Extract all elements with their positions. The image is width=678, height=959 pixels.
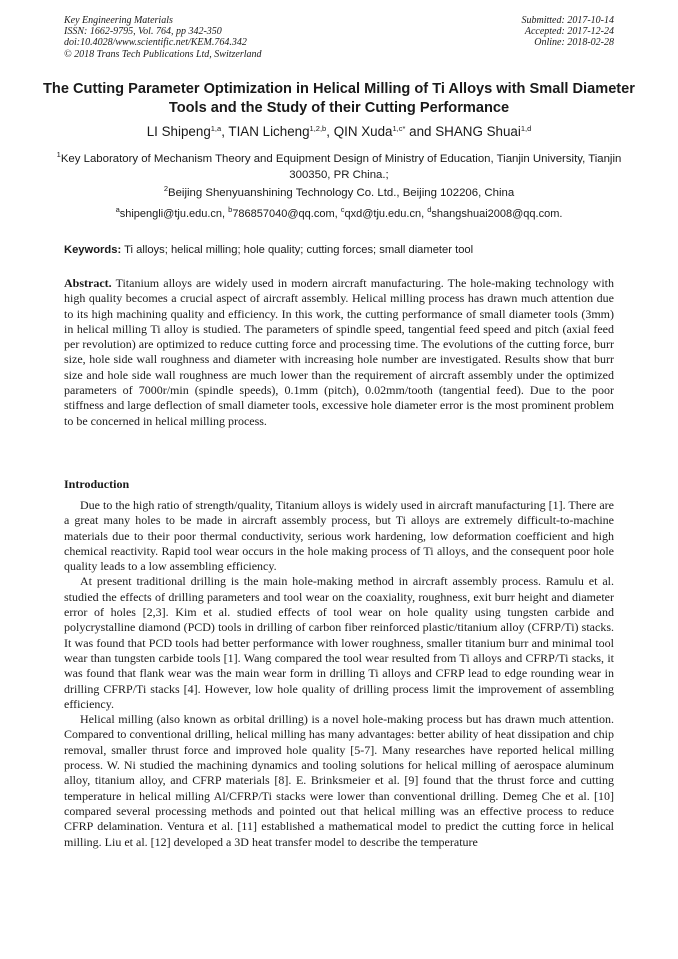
- abstract-text: Titanium alloys are widely used in modern aircraft manufacturing. The hole-making technology with high quality becomes a crucial aspect of aircraft assembly. Helical milling process has drawn much attention due to its high machining quality and efficiency. In this work, the cutting performance of small diameter tools (3mm) in helical milling Ti alloy is studied. The parameters of spindle speed, tangential feed speed and pitch (axial feed per revolution) are optimized to reduce cutting force and processing time. The evolutions of the cutting force, burr size, hole side wall roughness and diameter with increasing hole number are investigated. Results show that burr size and hole side wall roughness are much lower than the requirement of aircraft assembly under the optimized parameters of 7000r/min (spindle speeds), 0.1mm (pitch), 0.02mm/tooth (tangential feed). Due to the poor stiffness and large deflection of small diameter tools, excessive hole diameter error is the most prominent problem to be concerned in helical milling process.: [64, 276, 614, 428]
- email-link[interactable]: shipengli@tju.edu.cn,: [119, 208, 229, 220]
- author-list: [40, 123, 638, 141]
- introduction-heading: Introduction: [64, 477, 130, 491]
- issn-line: ISSN: 1662-9795, Vol. 764, pp 342-350: [64, 26, 222, 38]
- doi-line[interactable]: doi:10.4028/www.scientific.net/KEM.764.342: [64, 37, 247, 49]
- journal-name: Key Engineering Materials: [64, 15, 173, 26]
- email-mark: d: [427, 205, 432, 214]
- affiliation-mark: 2: [163, 184, 168, 193]
- author-name: SHANG Shuai: [435, 124, 521, 139]
- author-name: TIAN Licheng: [228, 124, 310, 139]
- author-separator: ,: [221, 124, 229, 139]
- keywords-text: Ti alloys; helical milling; hole quality; cutting forces; small diameter tool: [121, 244, 474, 256]
- author-name: QIN Xuda: [333, 124, 393, 139]
- paper-title: The Cutting Parameter Optimization in Helical Milling of Ti Alloys with Small Diameter Tools and the Study of their Cutting Performance: [43, 81, 635, 116]
- author-affiliation-mark: 1,d: [520, 124, 532, 133]
- keywords: [64, 242, 614, 258]
- email-link[interactable]: 786857040@qq.com,: [232, 208, 341, 220]
- copyright-line: © 2018 Trans Tech Publications Ltd, Switzerland: [64, 48, 262, 60]
- abstract-label: Abstract.: [64, 276, 112, 290]
- email-mark: c: [340, 205, 345, 214]
- journal-info: [64, 15, 262, 60]
- email-mark: a: [115, 205, 120, 214]
- author-affiliation-mark: 1,a: [210, 124, 222, 133]
- affiliation-text: Beijing Shenyuanshining Technology Co. Ltd., Beijing 102206, China: [167, 187, 515, 199]
- body-paragraph: Helical milling (also known as orbital drilling) is a novel hole-making process but has drawn much attention. Compared to conventional drilling, helical milling has many advantages: better ability of heat dissipation and chip removal, smaller thrust force and improved hole quality [5-7]. Many researches have reported helical milling process. W. Ni studied the machining dynamics and tooling solutions for helical milling of aerospace aluminum alloy, titanium alloy, and CFRP materials [8]. E. Brinksmeier et al. [9] found that the thrust force and cutting temperature in helical milling Al/CFRP/Ti stacks were lower than conventional drilling. Demeg Che et al. [10] compared several processing methods and pointed out that helical milling was an effective process to reduce CFRP delamination. Ventura et al. [11] established a mathematical model to predict the cutting force in helical milling. Liu et al. [12] developed a 3D heat transfer model to describe the temperature: [64, 712, 614, 849]
- introduction-body: [64, 498, 614, 850]
- submission-dates: [522, 15, 615, 49]
- affiliation-2: [50, 185, 628, 201]
- body-paragraph: At present traditional drilling is the main hole-making method in aircraft assembly process. Ramulu et al. studied the effects of drilling parameters and tool wear on the coaxiality, roughness, exit burr height and diameter error of holes [2,3]. Kim et al. studied effects of tool wear on hole quality using tungsten carbide and polycrystalline diamond (PCD) tools in drilling of carbon fiber reinforced plastic/titanium alloy (CFRP/Ti) stacks. It was found that PCD tools had better performance with lower roughness, smaller titanium burr and minimal tool wear than tungsten carbide tools [1]. Wang compared the tool wear resulted from Ti alloys and CFRP/Ti stacks, it was found that flank wear was the main wear form in drilling Ti alloys and CFRP lead to edge rounding wear in drilling CFRP/Ti stacks [4]. However, low hole quality of drilling process limit the improvement of assembling efficiency.: [64, 574, 614, 711]
- author-separator: ,: [326, 124, 334, 139]
- affiliation-1: [50, 151, 628, 183]
- affiliation-mark: 1: [56, 150, 61, 159]
- author-separator: and: [405, 124, 436, 139]
- accepted-date: Accepted: 2017-12-24: [524, 26, 614, 38]
- affiliation-text: Key Laboratory of Mechanism Theory and Equipment Design of Ministry of Education, Tianjin University, Tianjin 300350, PR China.;: [60, 153, 622, 181]
- author-name: LI Shipeng: [146, 124, 211, 139]
- author-affiliation-mark: 1,2,b: [309, 124, 327, 133]
- email-mark: b: [228, 205, 233, 214]
- body-paragraph: Due to the high ratio of strength/quality, Titanium alloys is widely used in aircraft manufacturing [1]. There are a great many holes to be made in aircraft assembly process, but Ti alloys are extremely difficult-to-machine materials due to their poor thermal conductivity, serious work hardening, low deformation coefficient and high chemical reactivity. Rapid tool wear occurs in the hole making process of Ti alloys, and the consequent poor hole quality leads to a low assembling efficiency.: [64, 498, 614, 574]
- author-emails: [40, 206, 638, 222]
- submitted-date: Submitted: 2017-10-14: [521, 15, 614, 26]
- author-affiliation-mark: 1,c*: [392, 124, 406, 133]
- online-date: Online: 2018-02-28: [534, 37, 614, 49]
- email-link[interactable]: qxd@tju.edu.cn,: [344, 208, 428, 220]
- email-link[interactable]: shangshuai2008@qq.com.: [431, 208, 563, 220]
- keywords-label: Keywords:: [64, 244, 122, 256]
- abstract: [64, 276, 614, 429]
